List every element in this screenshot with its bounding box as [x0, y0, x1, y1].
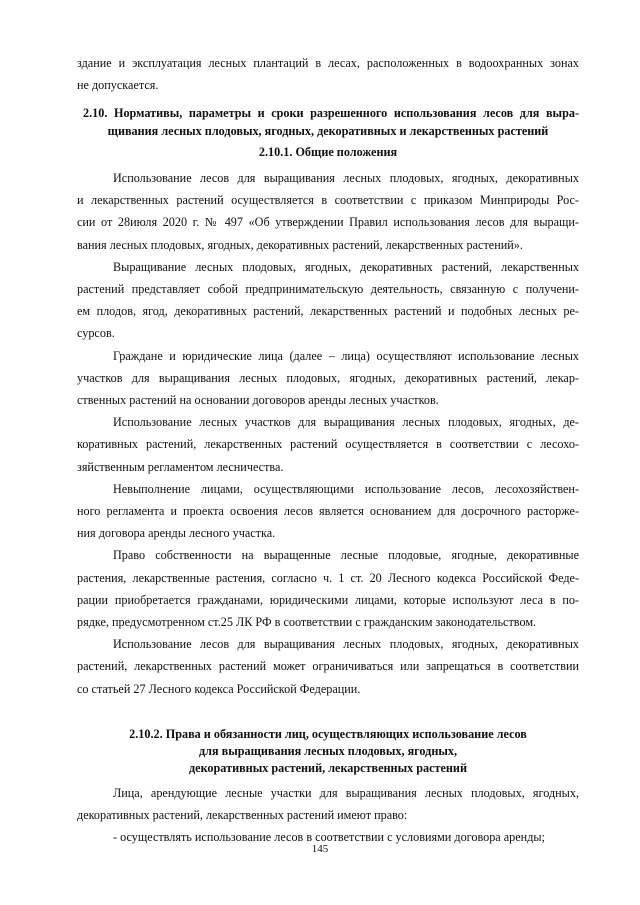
text-line: и лекарственных растений осуществляется в соответствии с приказом Минприроды Рос- — [77, 193, 579, 208]
paragraph-7 — [77, 633, 579, 700]
text-line: Использование лесов для выращивания лесных плодовых, ягодных, декоративных — [113, 171, 579, 186]
paragraph-5 — [77, 478, 579, 545]
paragraph-4 — [77, 411, 579, 478]
text-line: ного регламента и проекта освоения лесов является основанием для досрочного расторже- — [77, 504, 579, 519]
text-line: рации приобретается гражданами, юридическими лицами, которые используют леса в по- — [77, 592, 579, 607]
text-line: Невыполнение лицами, осуществляющими использование лесов, лесохозяйствен- — [113, 481, 579, 496]
text-line: ния договора аренды лесного участка. — [77, 526, 276, 541]
text-line: сурсов. — [77, 326, 115, 341]
paragraph-2 — [77, 256, 579, 345]
text-line: не допускается. — [77, 78, 159, 93]
text-line: сии от 28июля 2020 г. № 497 «Об утверждении Правил использования лесов для выращи- — [77, 215, 579, 230]
text-line: зяйственным регламентом лесничества. — [77, 459, 284, 474]
text-line: участков для выращивания лесных плодовых, ягодных, декоративных растений, лекар- — [77, 370, 579, 385]
heading-line: для выращивания лесных плодовых, ягодных, — [198, 744, 458, 759]
text-line: декоративных растений, лекарственных растений имеют право: — [77, 807, 408, 822]
text-line: растения, лекарственные растения, согласно ч. 1 ст. 20 Лесного кодекса Российской Феде- — [77, 570, 579, 585]
paragraph-6 — [77, 544, 579, 633]
text-line: Использование лесов для выращивания лесных плодовых, ягодных, декоративных — [113, 637, 579, 652]
heading-line: 2.10.2. Права и обязанности лиц, осуществляющих использование лесов — [129, 726, 527, 741]
text-line: Использование лесных участков для выращивания лесных плодовых, ягодных, де- — [113, 415, 579, 430]
subsection-2-heading — [77, 726, 579, 778]
document-page — [77, 52, 579, 848]
paragraph-1 — [77, 167, 579, 256]
text-line: здание и эксплуатация лесных плантаций в лесах, расположенных в водоохранных зонах — [77, 56, 579, 70]
rights-intro — [77, 782, 579, 826]
heading-line: декоративных растений, лекарственных растений — [189, 761, 467, 776]
section-heading — [77, 105, 579, 139]
text-line: ем плодов, ягод, декоративных растений, лекарственных растений и подобных лесных ре- — [77, 304, 579, 319]
heading-line: 2.10. Нормативы, параметры и сроки разрешенного использования лесов для выра- — [83, 106, 579, 121]
text-line: коративных растений, лекарственных растений осуществляется в соответствии с лесохо- — [77, 437, 579, 452]
text-line: Лица, арендующие лесные участки для выращивания лесных плодовых, ягодных, — [113, 785, 579, 800]
intro-paragraph — [77, 52, 579, 96]
subsection-1-heading: 2.10.1. Общие положения — [258, 144, 398, 159]
heading-line: щивания лесных плодовых, ягодных, декоративных и лекарственных растений — [107, 123, 549, 138]
text-line: со статьей 27 Лесного кодекса Российской Федерации. — [77, 681, 361, 696]
page-number: 145 — [311, 843, 329, 855]
text-line: растений представляет собой предпринимательскую деятельность, связанную с получени- — [77, 282, 579, 297]
text-line: Граждане и юридические лица (далее – лица) осуществляют использование лесных — [113, 348, 579, 363]
text-line: вания лесных плодовых, ягодных, декоративных растений, лекарственных растений». — [77, 237, 523, 252]
paragraph-3 — [77, 345, 579, 412]
text-line: рядке, предусмотренном ст.25 ЛК РФ в соответствии с гражданским законодательством. — [77, 615, 537, 630]
text-line: ственных растений на основании договоров аренды лесных участков. — [77, 393, 439, 408]
rights-list-item: - осуществлять использование лесов в соответствии с условиями договора аренды; — [113, 829, 545, 844]
text-line: Выращивание лесных плодовых, ягодных, декоративных растений, лекарственных — [113, 259, 579, 274]
text-line: растений, лекарственных растений может ограничиваться или запрещаться в соответствии — [77, 659, 579, 674]
text-line: Право собственности на выращенные лесные плодовые, ягодные, декоративные — [113, 548, 579, 563]
